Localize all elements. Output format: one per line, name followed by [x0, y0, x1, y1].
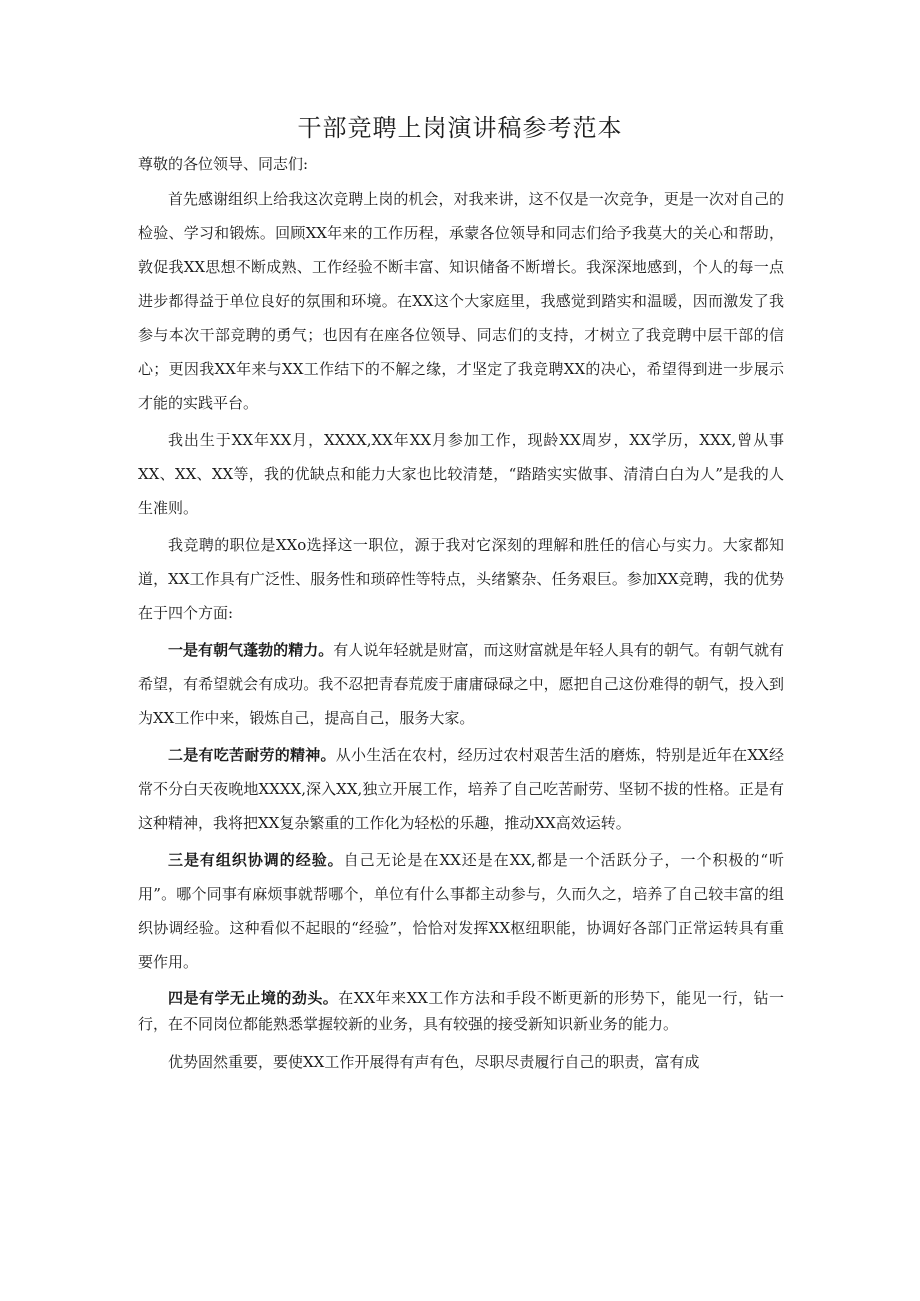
- paragraph-7-lead: 四是有学无止境的劲头。: [168, 989, 339, 1007]
- paragraph-1: 首先感谢组织上给我这次竞聘上岗的机会，对我来讲，这不仅是一次竞争，更是一次对自己的检验、学习和锻炼。回顾XX年来的工作历程，承蒙各位领导和同志们给予我莫大的关心和帮助，敦促我XX思想不断成熟、工作经验不断丰富、知识储备不断增长。我深深地感到，个人的每一点进步都得益于单位良好的氛围和环境。在XX这个大家庭里，我感觉到踏实和温暖，因而激发了我参与本次干部竞聘的勇气；也因有在座各位领导、同志们的支持，才树立了我竞聘中层干部的信心；更因我XX年来与XX工作结下的不解之缘，才坚定了我竞聘XX的决心，希望得到进一步展示才能的实践平台。: [138, 190, 784, 412]
- paragraph-4: [138, 633, 784, 735]
- paragraph-2: 我出生于XX年XX月，XXXX,XX年XX月参加工作，现龄XX周岁，XX学历，XXX,曾从事XX、XX、XX等，我的优缺点和能力大家也比较清楚，“踏踏实实做事、清清白白为人”是我的人生准则。: [138, 431, 784, 517]
- paragraph-5: [138, 738, 784, 840]
- paragraph-3: 我竞聘的职位是XXo选择这一职位，源于我对它深刻的理解和胜任的信心与实力。大家都知道，XX工作具有广泛性、服务性和琐碎性等特点，头绪繁杂、任务艰巨。参加XX竞聘，我的优势在于四个方面:: [138, 536, 784, 622]
- paragraph-8: 优势固然重要，要使XX工作开展得有声有色，尽职尽责履行自己的职责，富有成: [168, 1053, 700, 1071]
- paragraph-4-text: 有人说年轻就是财富，而这财富就是年轻人具有的朝气。有朝气就有希望，有希望就会有成功。我不忍把青春荒废于庸庸碌碌之中，愿把自己这份难得的朝气，投入到为XX工作中来，锻炼自己，提高自己，服务大家。: [138, 641, 784, 727]
- salutation: 尊敬的各位领导、同志们:: [138, 155, 309, 173]
- page-title: 干部竞聘上岗演讲稿参考范本: [297, 114, 623, 142]
- paragraph-6-text: 自己无论是在XX还是在XX,都是一个活跃分子，一个积极的“听用”。哪个同事有麻烦事就帮哪个，单位有什么事都主动参与，久而久之，培养了自己较丰富的组织协调经验。这种看似不起眼的“经验”，恰恰对发挥XX枢纽职能，协调好各部门正常运转具有重要作用。: [138, 851, 784, 971]
- paragraph-6: [138, 843, 784, 979]
- paragraph-5-lead: 二是有吃苦耐劳的精神。: [168, 746, 336, 764]
- paragraph-7-text: 在XX年来XX工作方法和手段不断更新的形势下，能见一行，钻一行，在不同岗位都能熟悉掌握较新的业务，具有较强的接受新知识新业务的能力。: [138, 989, 784, 1033]
- paragraph-7: [138, 985, 784, 1037]
- paragraph-6-lead: 三是有组织协调的经验。: [168, 851, 344, 869]
- paragraph-4-lead: 一是有朝气蓬勃的精力。: [168, 641, 334, 659]
- document-body: [138, 182, 784, 1082]
- paragraph-5-text: 从小生活在农村，经历过农村艰苦生活的磨炼，特别是近年在XX经常不分白天夜晚地XXXX,深入XX,独立开展工作，培养了自己吃苦耐劳、坚韧不拔的性格。正是有这种精神，我将把XX复杂繁重的工作化为轻松的乐趣，推动XX高效运转。: [138, 746, 784, 832]
